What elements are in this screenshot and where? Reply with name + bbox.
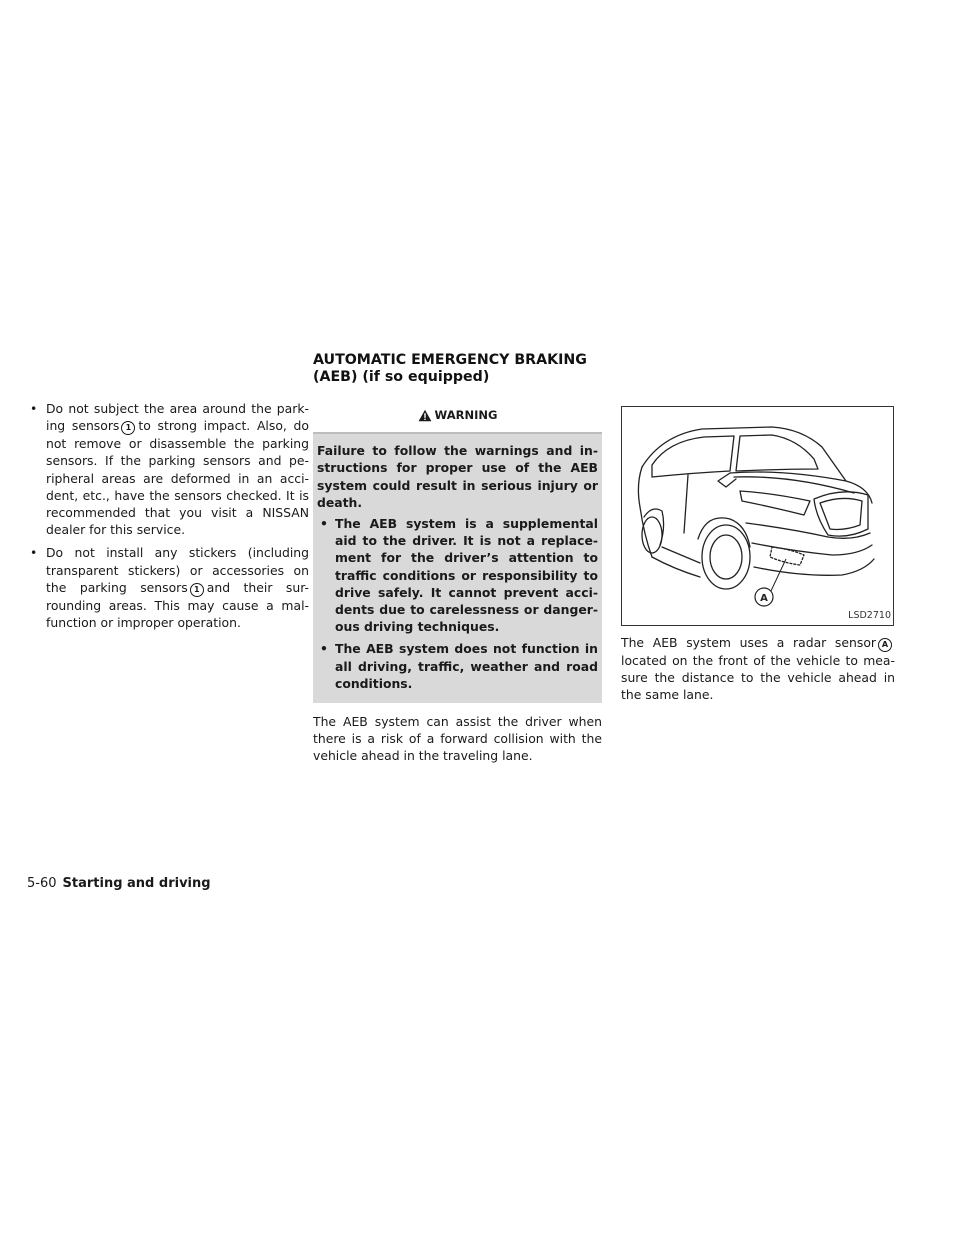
callout-marker-a: A <box>878 638 892 652</box>
left-column <box>27 400 309 637</box>
page-footer <box>27 876 211 891</box>
vehicle-illustration <box>622 407 895 627</box>
warning-heading: WARNING <box>434 408 498 422</box>
bullet-dot: • <box>30 401 38 416</box>
parking-sensor-caution-list <box>27 400 309 631</box>
bullet-text: to strong impact. Also, do not remove or disassemble the parking sensors. If the parking sensors and pe-ripheral areas are deformed in an acci-dent, etc., have the sensors checked. It is recommended that you visit a NISSAN dealer for this service. <box>46 418 309 538</box>
bullet-dot: • <box>320 641 328 657</box>
section-title <box>313 352 602 386</box>
page-number: 5-60 <box>27 876 57 891</box>
figure-callout-label: A <box>760 593 768 604</box>
list-item <box>317 640 598 692</box>
bullet-text: Do not subject the area around the park-ing sensors <box>46 401 309 434</box>
radar-text: located on the front of the vehicle to mea-sure the distance to the vehicle ahead in the same lane. <box>621 653 895 703</box>
figure-code: LSD2710 <box>848 609 891 621</box>
bullet-text: Do not install any stickers (including transparent stickers) or accessories on the parking sensors <box>46 545 309 595</box>
section-title-line-1: AUTOMATIC EMERGENCY BRAKING <box>313 352 587 368</box>
warning-body <box>313 434 602 703</box>
list-item <box>27 400 309 538</box>
section-title-line-2: (AEB) (if so equipped) <box>313 369 490 385</box>
warning-item-text: The AEB system is a supplemental aid to the driver. It is not a replace-ment for the driver’s attention to traffic conditions or responsibility to drive safely. It cannot prevent acci-dents due to carelessness or danger-ous driving techniques. <box>335 516 598 635</box>
aeb-description: The AEB system can assist the driver when there is a risk of a forward collision with the vehicle ahead in the traveling lane. <box>313 714 602 764</box>
callout-marker-1: 1 <box>121 421 135 435</box>
warning-triangle-icon <box>418 409 432 427</box>
middle-column <box>313 352 602 765</box>
warning-list <box>317 515 598 692</box>
warning-header <box>313 404 602 434</box>
bullet-dot: • <box>30 545 38 561</box>
chapter-title: Starting and driving <box>62 876 211 891</box>
callout-marker-1: 1 <box>190 583 204 597</box>
radar-sensor-description <box>621 634 895 704</box>
right-column <box>621 406 895 704</box>
warning-box <box>313 404 602 703</box>
bullet-dot: • <box>320 516 328 532</box>
list-item <box>27 544 309 631</box>
warning-intro: Failure to follow the warnings and in-structions for proper use of the AEB system could result in serious injury or death. <box>317 443 598 510</box>
bullet-text: and their sur-rounding areas. This may cause a mal-function or improper operation. <box>46 579 310 631</box>
warning-item-text: The AEB system does not function in all driving, traffic, weather and road conditions. <box>335 641 598 691</box>
vehicle-figure <box>621 406 894 626</box>
list-item <box>317 515 598 635</box>
radar-text: The AEB system uses a radar sensor <box>621 635 876 650</box>
